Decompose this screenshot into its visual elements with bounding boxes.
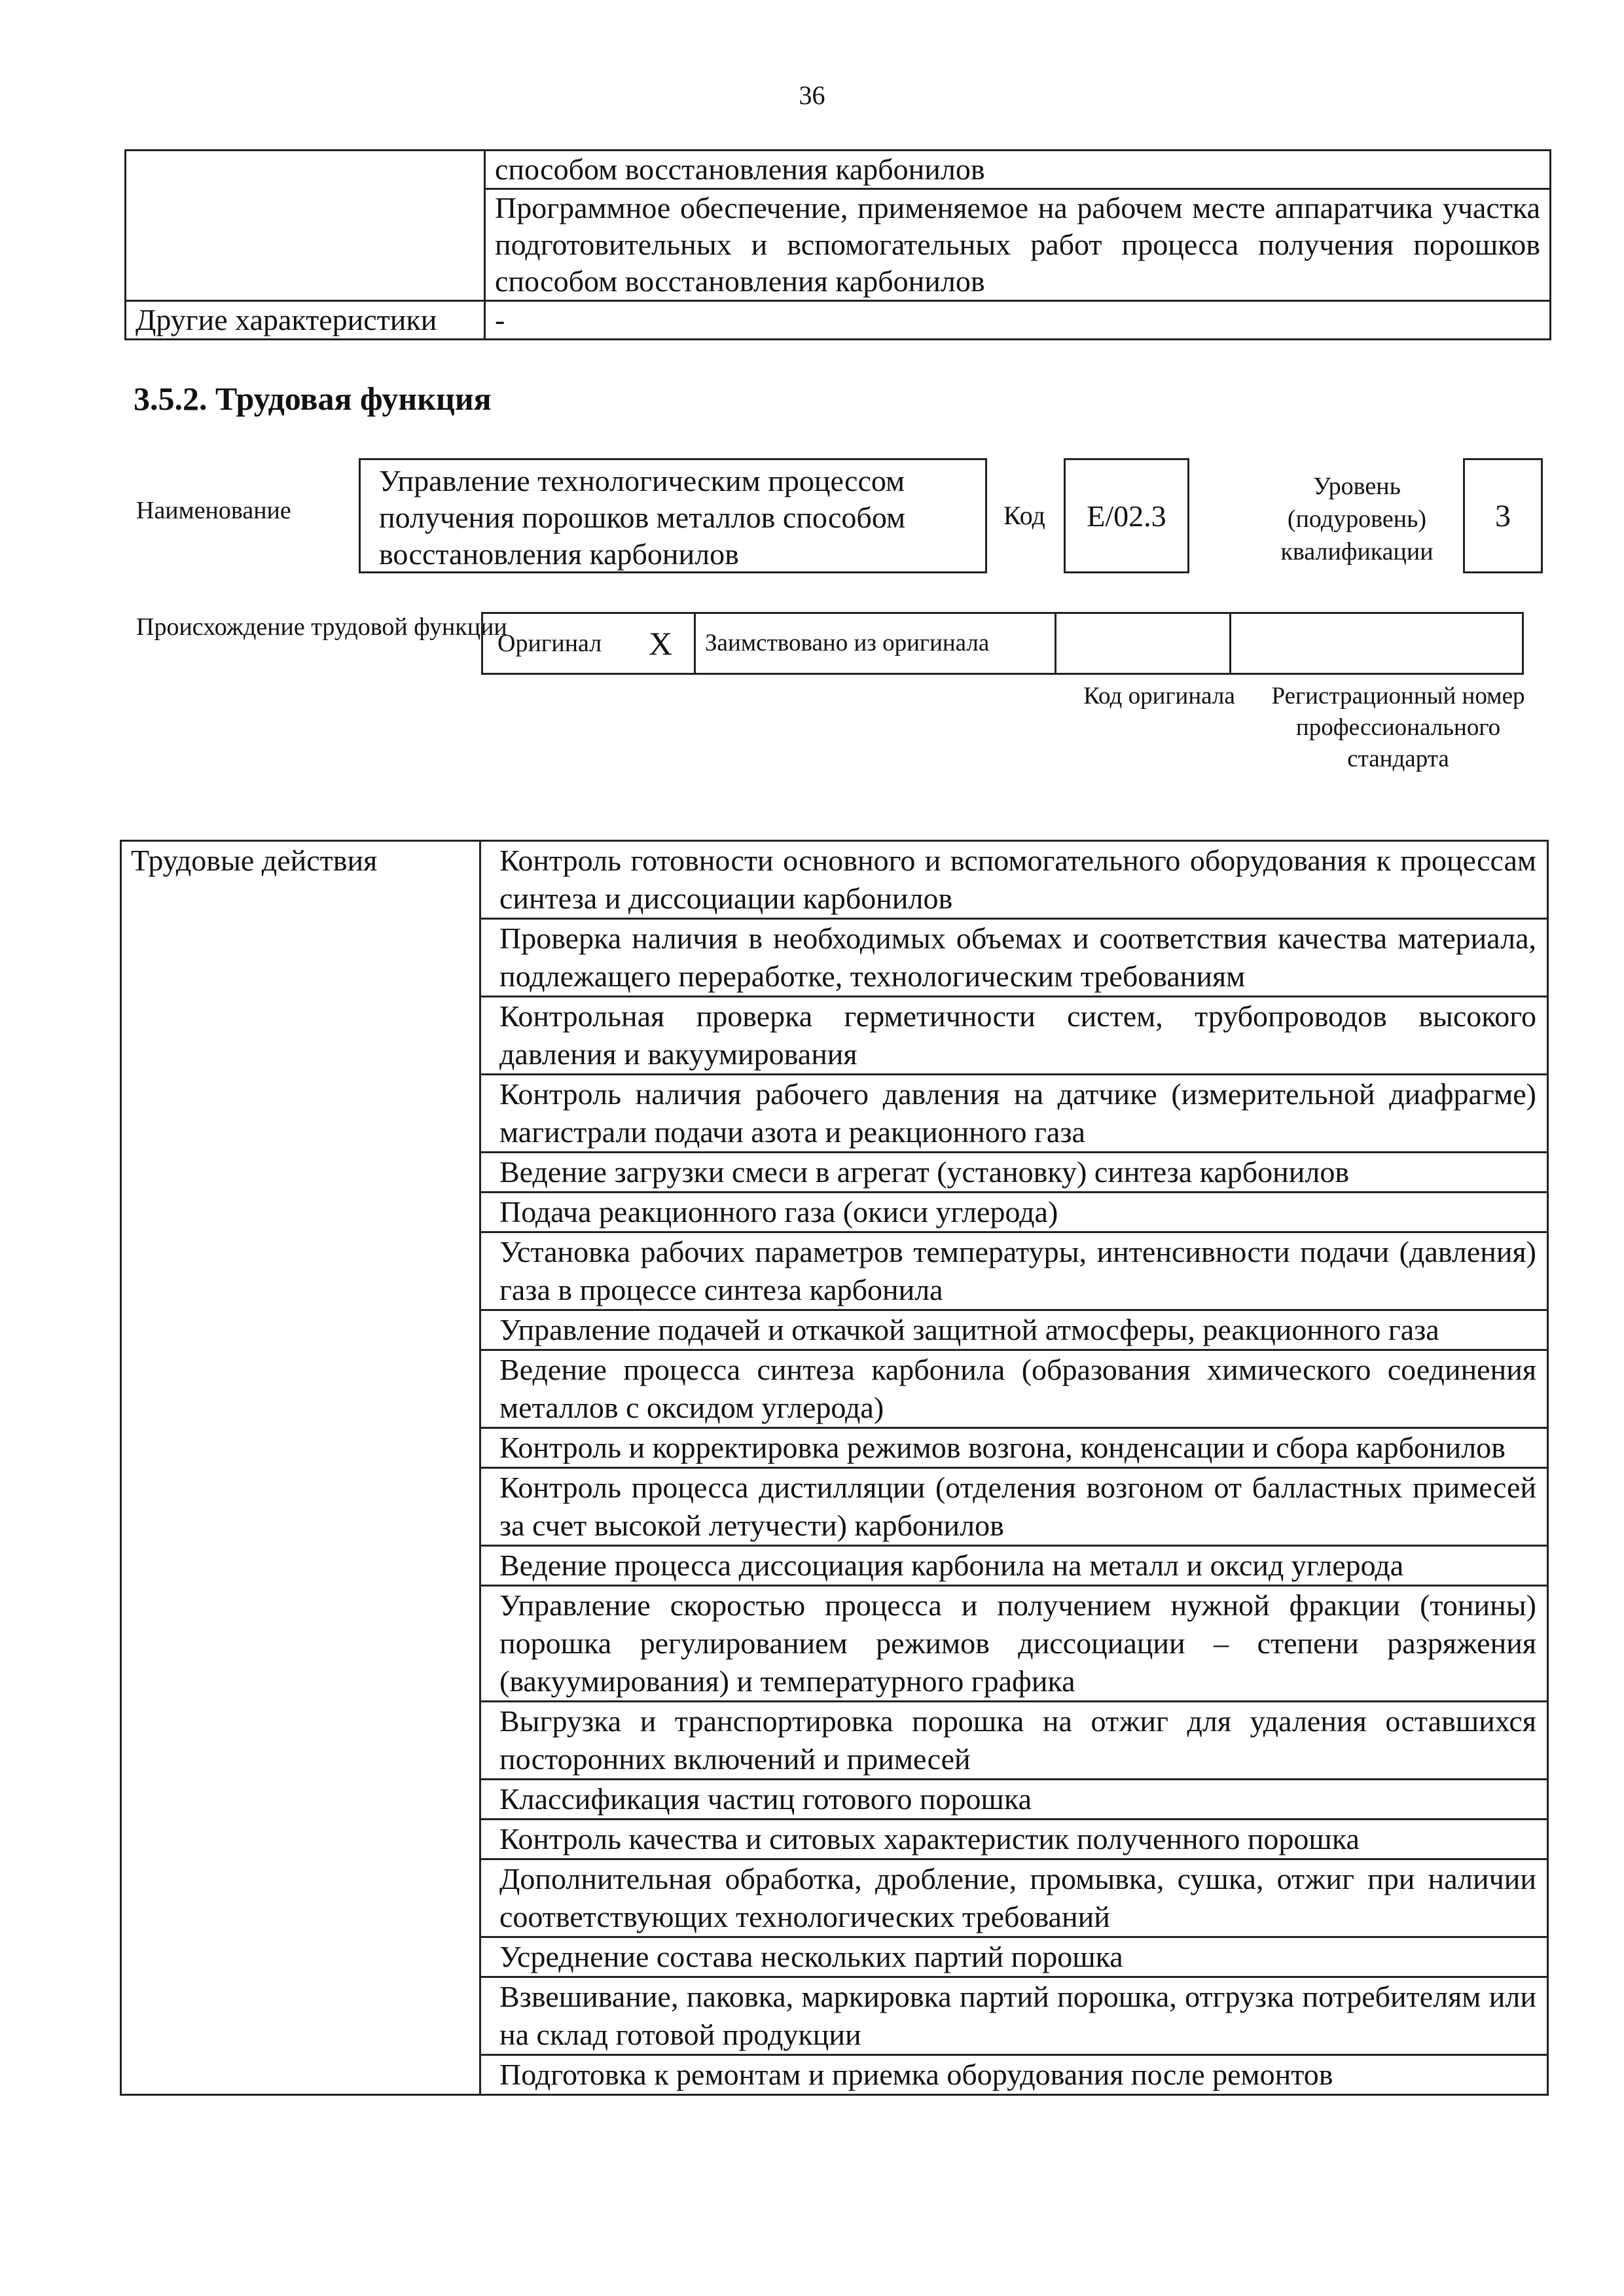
labor-action-item: Проверка наличия в необходимых объемах и соответствия качества материала, подлежащего переработке, технологическим требованиям xyxy=(480,919,1548,997)
other-characteristics-value: - xyxy=(485,301,1551,340)
labor-action-item: Контрольная проверка герметичности систем, трубопроводов высокого давления и вакуумирования xyxy=(480,997,1548,1075)
labor-action-item: Классификация частиц готового порошка xyxy=(480,1780,1548,1820)
labor-action-item: Взвешивание, паковка, маркировка партий порошка, отгрузка потребителям или на склад готовой продукции xyxy=(480,1977,1548,2055)
labor-action-item: Контроль качества и ситовых характеристик полученного порошка xyxy=(480,1820,1548,1859)
function-name-box: Управление технологическим процессом получения порошков металлов способом восстановления карбонилов xyxy=(359,458,987,573)
qualification-level-label: Уровень (подуровень) квалификации xyxy=(1280,473,1434,565)
labor-actions-label: Трудовые действия xyxy=(121,841,480,2095)
labor-action-item: Контроль процесса дистилляции (отделения возгоном от балластных примесей за счет высокой летучести) карбонилов xyxy=(480,1468,1548,1546)
labor-action-item: Контроль готовности основного и вспомогательного оборудования к процессам синтеза и диссоциации карбонилов xyxy=(480,841,1548,919)
labor-action-item: Выгрузка и транспортировка порошка на отжиг для удаления оставшихся посторонних включений и примесей xyxy=(480,1702,1548,1780)
origin-table xyxy=(481,612,1524,675)
labor-action-item: Ведение загрузки смеси в агрегат (установку) синтеза карбонилов xyxy=(480,1153,1548,1193)
labor-actions-table xyxy=(120,840,1549,2096)
qualification-level-box: 3 xyxy=(1463,458,1543,573)
code-original-value xyxy=(1056,613,1231,674)
labor-action-item: Подготовка к ремонтам и приемка оборудования после ремонтов xyxy=(480,2055,1548,2095)
reg-number-caption: Регистрационный номер профессионального стандарта xyxy=(1271,683,1525,772)
code-original-caption: Код оригинала xyxy=(1083,683,1235,709)
labor-action-item: Усреднение состава нескольких партий порошка xyxy=(480,1937,1548,1977)
table-value-cell: Программное обеспечение, применяемое на рабочем месте аппаратчика участка подготовительных и вспомогательных работ процесса получения порошков способом восстановления карбонилов xyxy=(485,189,1551,301)
labor-action-item: Управление скоростью процесса и получением нужной фракции (тонины) порошка регулированием режимов диссоциации – степени разряжения (вакуумирования) и температурного графика xyxy=(480,1586,1548,1702)
top-continuation-table xyxy=(124,149,1551,340)
labor-action-item: Дополнительная обработка, дробление, промывка, сушка, отжиг при наличии соответствующих технологических требований xyxy=(480,1859,1548,1937)
other-characteristics-label: Другие характеристики xyxy=(126,301,485,340)
function-code-box: E/02.3 xyxy=(1064,458,1189,573)
labor-action-item: Установка рабочих параметров температуры, интенсивности подачи (давления) газа в процессе синтеза карбонила xyxy=(480,1232,1548,1310)
origin-label: Происхождение трудовой функции xyxy=(136,613,507,641)
original-mark: X xyxy=(648,613,695,674)
labor-action-item: Управление подачей и откачкой защитной атмосферы, реакционного газа xyxy=(480,1310,1548,1350)
table-label-cell xyxy=(126,151,485,301)
labor-action-item: Подача реакционного газа (окиси углерода) xyxy=(480,1193,1548,1232)
table-value-cell: способом восстановления карбонилов xyxy=(485,151,1551,189)
table-row xyxy=(482,613,1523,674)
name-label: Наименование xyxy=(136,497,291,524)
labor-action-item: Ведение процесса синтеза карбонила (образования химического соединения металлов с оксидом углерода) xyxy=(480,1350,1548,1428)
labor-action-item: Контроль наличия рабочего давления на датчике (измерительной диафрагме) магистрали подачи азота и реакционного газа xyxy=(480,1075,1548,1153)
table-row xyxy=(121,841,1548,919)
section-heading: 3.5.2. Трудовая функция xyxy=(134,380,492,417)
page-number: 36 xyxy=(799,81,825,110)
borrowed-label: Заимствовано из оригинала xyxy=(695,613,1056,674)
original-label: Оригинал xyxy=(482,613,649,674)
labor-action-item: Ведение процесса диссоциация карбонила на металл и оксид углерода xyxy=(480,1546,1548,1586)
code-label: Код xyxy=(1003,501,1045,530)
table-row xyxy=(126,301,1551,340)
reg-number-value xyxy=(1231,613,1523,674)
labor-action-item: Контроль и корректировка режимов возгона, конденсации и сбора карбонилов xyxy=(480,1428,1548,1468)
table-row xyxy=(126,151,1551,189)
